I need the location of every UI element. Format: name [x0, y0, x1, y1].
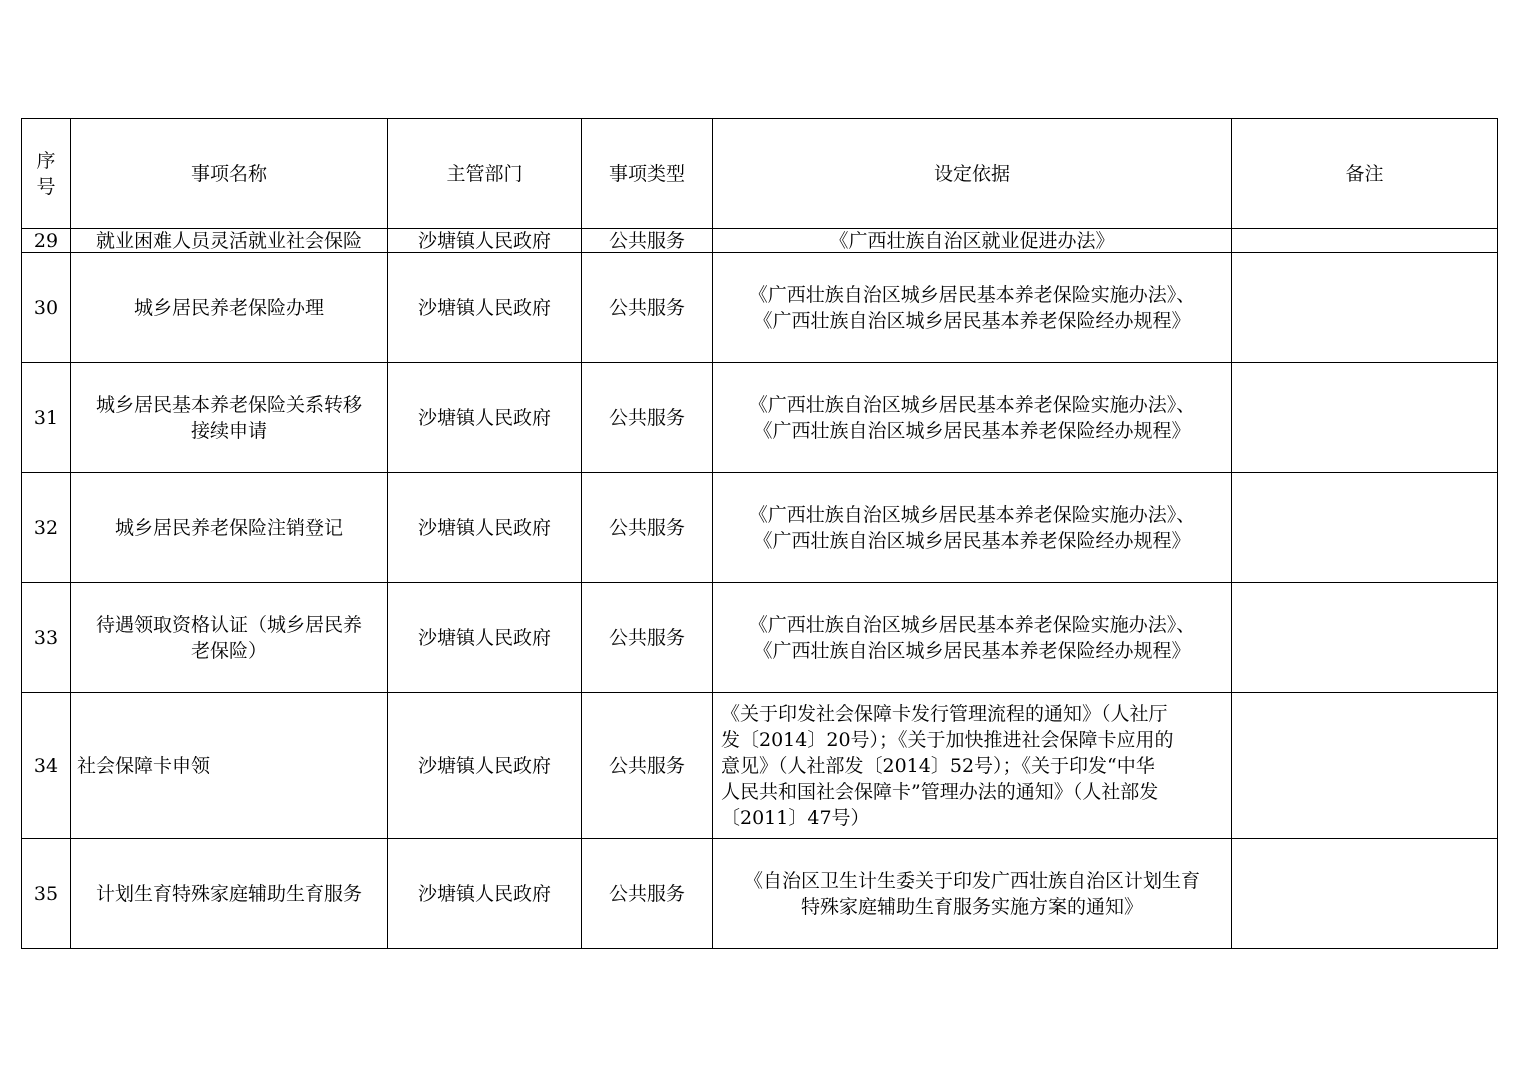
- table-row: [22, 693, 1498, 839]
- table-row: [22, 583, 1498, 693]
- header-remark: 备注: [1232, 119, 1498, 229]
- cell-dept: 沙塘镇人民政府: [388, 839, 582, 949]
- header-seq: 序号: [22, 119, 71, 229]
- name-text: 计划生育特殊家庭辅助生育服务: [95, 882, 362, 905]
- cell-type: 公共服务: [582, 473, 713, 583]
- cell-remark: [1232, 583, 1498, 693]
- cell-type: 公共服务: [582, 693, 713, 839]
- cell-type: 公共服务: [582, 583, 713, 693]
- table-row: [22, 473, 1498, 583]
- cell-name: [71, 693, 388, 839]
- cell-seq: 30: [22, 253, 71, 363]
- cell-seq: 31: [22, 363, 71, 473]
- header-dept: 主管部门: [388, 119, 582, 229]
- cell-seq: 33: [22, 583, 71, 693]
- cell-remark: [1232, 839, 1498, 949]
- service-items-table: [21, 118, 1498, 949]
- cell-remark: [1232, 229, 1498, 253]
- cell-name: [71, 253, 388, 363]
- cell-basis: [713, 363, 1232, 473]
- cell-dept: 沙塘镇人民政府: [388, 363, 582, 473]
- cell-dept: 沙塘镇人民政府: [388, 229, 582, 253]
- table-row: [22, 363, 1498, 473]
- cell-name: [71, 839, 388, 949]
- basis-text: 《广西壮族自治区城乡居民基本养老保险实施办法》、 《广西壮族自治区城乡居民基本养老保险经办规程》: [748, 503, 1196, 552]
- cell-basis: [713, 839, 1232, 949]
- basis-text: 《广西壮族自治区城乡居民基本养老保险实施办法》、 《广西壮族自治区城乡居民基本养老保险经办规程》: [748, 613, 1196, 662]
- cell-remark: [1232, 363, 1498, 473]
- basis-text: 《关于印发社会保障卡发行管理流程的通知》（人社厅 发〔2014〕20号）；《关于加快推进社会保障卡应用的 意见》（人社部发〔2014〕52号）；《关于印发“中华 人民共和国社会保障卡”管理办法的通知》（人社部发 〔2011〕47号）: [721, 702, 1174, 829]
- cell-seq: 32: [22, 473, 71, 583]
- cell-name: [71, 473, 388, 583]
- cell-remark: [1232, 693, 1498, 839]
- header-basis: 设定依据: [713, 119, 1232, 229]
- table-row: [22, 229, 1498, 253]
- name-text: 城乡居民基本养老保险关系转移 接续申请: [95, 393, 362, 442]
- header-name: 事项名称: [71, 119, 388, 229]
- cell-remark: [1232, 473, 1498, 583]
- cell-basis: [713, 693, 1232, 839]
- cell-name: 就业困难人员灵活就业社会保险: [71, 229, 388, 253]
- cell-name: [71, 583, 388, 693]
- cell-seq: 35: [22, 839, 71, 949]
- cell-type: 公共服务: [582, 363, 713, 473]
- basis-text: 《广西壮族自治区城乡居民基本养老保险实施办法》、 《广西壮族自治区城乡居民基本养老保险经办规程》: [748, 283, 1196, 332]
- cell-seq: 29: [22, 229, 71, 253]
- table-header-row: [22, 119, 1498, 229]
- cell-dept: 沙塘镇人民政府: [388, 693, 582, 839]
- cell-basis: [713, 473, 1232, 583]
- cell-remark: [1232, 253, 1498, 363]
- name-text: 城乡居民养老保险办理: [133, 296, 324, 319]
- basis-text: 《广西壮族自治区城乡居民基本养老保险实施办法》、 《广西壮族自治区城乡居民基本养老保险经办规程》: [748, 393, 1196, 442]
- cell-dept: 沙塘镇人民政府: [388, 473, 582, 583]
- cell-type: 公共服务: [582, 253, 713, 363]
- cell-basis: [713, 253, 1232, 363]
- table-row: [22, 839, 1498, 949]
- cell-dept: 沙塘镇人民政府: [388, 253, 582, 363]
- table-row: [22, 253, 1498, 363]
- cell-type: 公共服务: [582, 839, 713, 949]
- name-text: 待遇领取资格认证（城乡居民养 老保险）: [95, 613, 362, 662]
- basis-text: 《自治区卫生计生委关于印发广西壮族自治区计划生育 特殊家庭辅助生育服务实施方案的通知》: [743, 869, 1200, 918]
- cell-type: 公共服务: [582, 229, 713, 253]
- basis-text: 《广西壮族自治区就业促进办法》: [829, 229, 1115, 252]
- cell-basis: [713, 229, 1232, 253]
- cell-seq: 34: [22, 693, 71, 839]
- cell-dept: 沙塘镇人民政府: [388, 583, 582, 693]
- header-type: 事项类型: [582, 119, 713, 229]
- cell-basis: [713, 583, 1232, 693]
- name-text: 城乡居民养老保险注销登记: [114, 516, 343, 539]
- cell-name: [71, 363, 388, 473]
- name-text: 社会保障卡申领: [77, 754, 211, 777]
